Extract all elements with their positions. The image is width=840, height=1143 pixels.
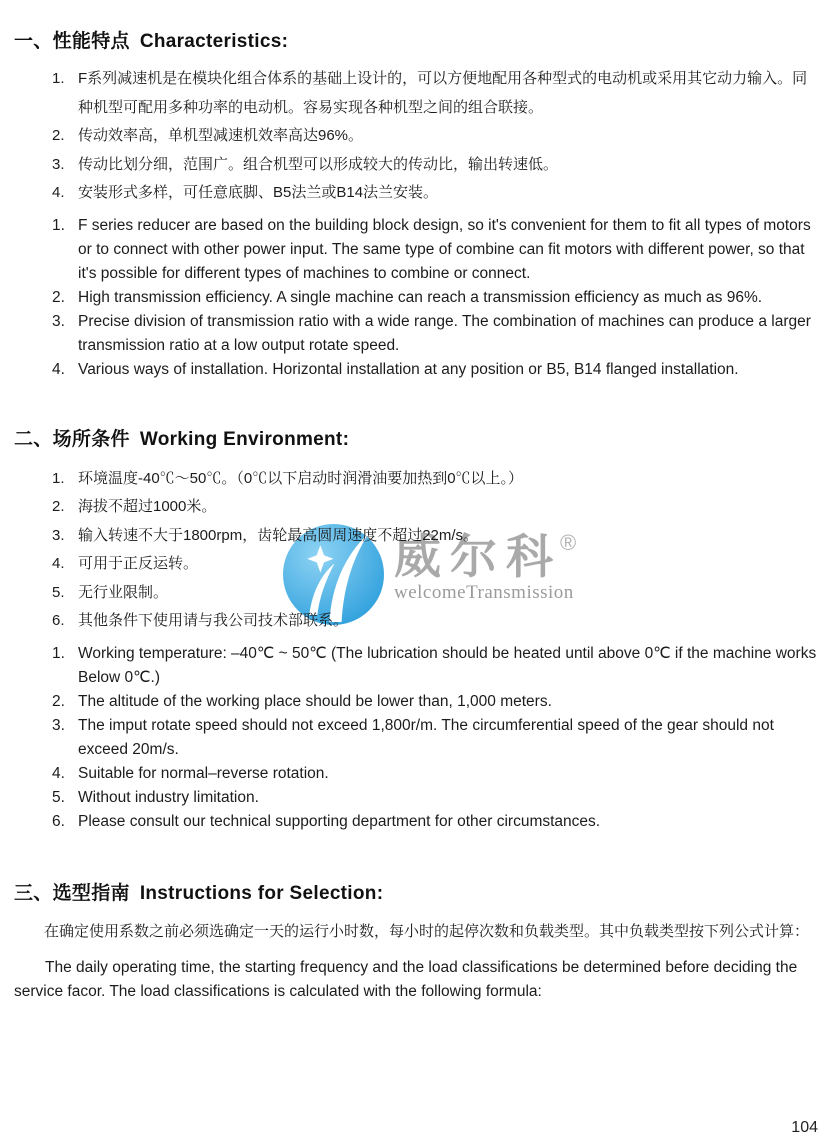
selection-paragraph-cn: 在确定使用系数之前必须选确定一天的运行小时数，每小时的起停次数和负载类型。其中负载类型按下列公式计算：: [44, 922, 810, 940]
item-number: 3.: [52, 526, 65, 544]
registered-trademark-icon: ®: [560, 530, 577, 555]
list-item: [52, 179, 820, 208]
item-number: 5.: [52, 583, 65, 601]
item-number: 6.: [52, 612, 65, 629]
item-number: 2.: [52, 498, 65, 515]
item-text: 传动效率高，单机型减速机效率高达96%。: [78, 127, 364, 144]
selection-paragraph-en: The daily operating time, the starting frequency and the load classifications be determined before deciding the service facor. The load classifications is calculated with the following formula:: [14, 958, 798, 1000]
item-number: 4.: [52, 184, 65, 201]
item-number: 4.: [52, 555, 65, 572]
item-number: 5.: [52, 788, 65, 806]
item-number: 3.: [52, 312, 65, 330]
section-instructions-for-selection: [14, 878, 826, 1004]
list-item: [52, 607, 820, 636]
brand-name-cn: 威尔科: [394, 530, 562, 583]
item-text: 安装形式多样，可任意底脚、B5法兰或B14法兰安装。: [78, 184, 439, 201]
list-item: [52, 642, 820, 690]
heading-en: Instructions for Selection:: [139, 882, 384, 904]
list-item: [52, 465, 820, 494]
item-number: 4.: [52, 360, 65, 378]
item-text: Please consult our technical supporting department for other circumstances.: [78, 812, 601, 830]
item-number: 1.: [52, 469, 65, 487]
item-text: Precise division of transmission ratio with a wide range. The combination of machines can produce a larger transmission ratio at a low output rotate speed.: [78, 312, 811, 354]
section-heading-selection: [14, 878, 826, 905]
working-environment-cn-list: [14, 465, 826, 636]
brand-name-en: welcomeTransmission: [394, 582, 574, 604]
item-text: Various ways of installation. Horizontal installation at any position or B5, B14 flanged installation.: [78, 360, 739, 378]
heading-en: Working Environment:: [139, 428, 350, 450]
list-item: [52, 810, 820, 834]
item-text: Working temperature: –40℃ ~ 50℃ (The lubrication should be heated until above 0℃ if the machine works Below 0℃.): [78, 644, 817, 686]
list-item: [52, 522, 820, 551]
item-number: 2.: [52, 692, 65, 710]
heading-cn: 一、性能特点: [14, 31, 130, 52]
item-number: 1.: [52, 644, 65, 662]
item-text: 环境温度-40℃～50℃。（0℃以下启动时润滑油要加热到0℃以上。）: [78, 469, 524, 487]
item-text: The altitude of the working place should be lower than, 1,000 meters.: [78, 692, 552, 710]
list-item: [52, 214, 820, 286]
list-item: [52, 579, 820, 608]
list-item: [52, 550, 820, 579]
heading-cn: 二、场所条件: [14, 428, 130, 450]
item-text: F series reducer are based on the building block design, so it's convenient for them to fit all types of motors or to connect with other power input. The same type of combine can fit motors with different power, so that it's possible for different types of machines to combine or connect.: [78, 216, 811, 282]
item-number: 4.: [52, 764, 65, 782]
section-working-environment: [14, 424, 826, 834]
item-number: 3.: [52, 716, 65, 734]
item-number: 3.: [52, 155, 65, 173]
item-number: 1.: [52, 216, 65, 234]
item-text: The imput rotate speed should not exceed 1,800r/m. The circumferential speed of the gear should not exceed 20m/s.: [78, 716, 774, 758]
item-text: F系列减速机是在模块化组合体系的基础上设计的，可以方便地配用各种型式的电动机或采用其它动力输入。同种机型可配用多种功率的电动机。容易实现各种机型之间的组合联接。: [78, 70, 808, 116]
list-item: [52, 286, 820, 310]
list-item: [52, 690, 820, 714]
item-text: Without industry limitation.: [78, 788, 259, 806]
item-number: 2.: [52, 288, 65, 306]
list-item: [52, 714, 820, 762]
item-text: Suitable for normal–reverse rotation.: [78, 764, 329, 782]
item-number: 2.: [52, 127, 65, 144]
item-text: 其他条件下使用请与我公司技术部联系。: [78, 612, 349, 629]
item-text: 输入转速不大于1800rpm，齿轮最高圆周速度不超过22m/s。: [78, 526, 479, 544]
item-text: 无行业限制。: [78, 583, 169, 601]
item-text: 可用于正反运转。: [78, 555, 199, 572]
list-item: [52, 786, 820, 810]
item-number: 1.: [52, 70, 65, 87]
list-item: [52, 310, 820, 358]
section-heading-working-environment: [14, 424, 826, 451]
heading-en: Characteristics:: [139, 31, 289, 52]
heading-cn: 三、选型指南: [14, 882, 130, 904]
item-text: 传动比划分细，范围广。组合机型可以形成较大的传动比，输出转速低。: [78, 155, 559, 173]
section-characteristics: [14, 26, 826, 382]
page-number: 104: [791, 1119, 818, 1136]
list-item: [52, 65, 820, 122]
characteristics-cn-list: [14, 65, 826, 208]
list-item: [52, 762, 820, 786]
section-heading-characteristics: [14, 26, 826, 53]
working-environment-en-list: [14, 642, 826, 834]
list-item: [52, 493, 820, 522]
list-item: [52, 358, 820, 382]
item-text: 海拔不超过1000米。: [78, 498, 217, 515]
list-item: [52, 151, 820, 180]
item-text: High transmission efficiency. A single machine can reach a transmission efficiency as much as 96%.: [78, 288, 763, 306]
characteristics-en-list: [14, 214, 826, 382]
item-number: 6.: [52, 812, 65, 830]
list-item: [52, 122, 820, 151]
